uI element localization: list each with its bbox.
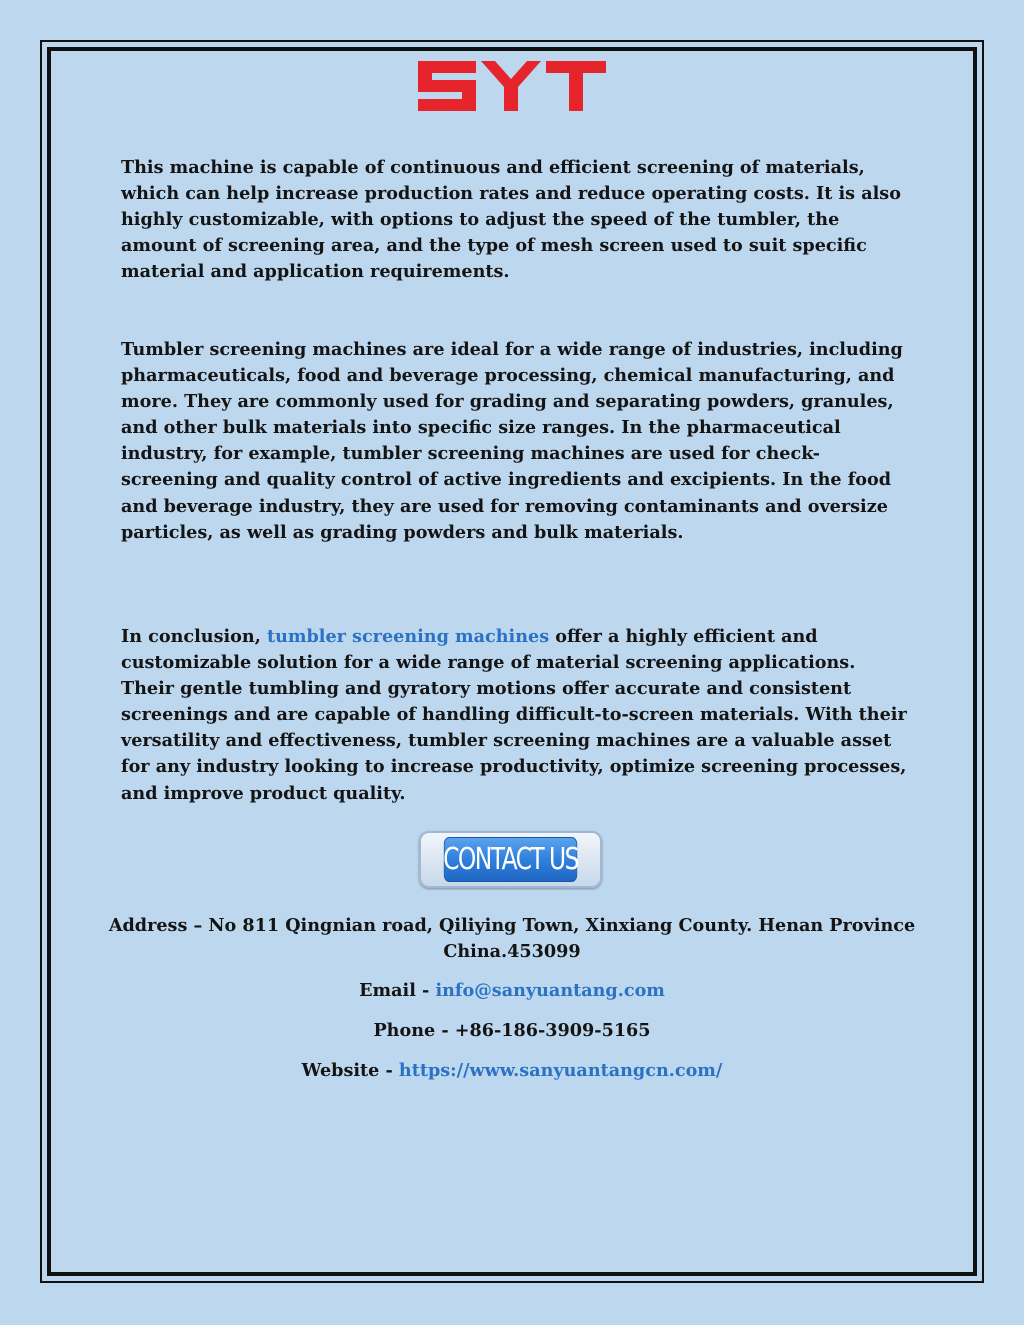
paragraph-conclusion <box>121 624 911 807</box>
website-line <box>100 1058 924 1084</box>
email-label: Email - <box>359 980 436 1001</box>
website-link[interactable]: https://www.sanyuantangcn.com/ <box>398 1060 723 1081</box>
contact-us-label: CONTACT US <box>444 837 577 882</box>
conclusion-lead-text: In conclusion, <box>121 626 267 647</box>
conclusion-body-text: offer a highly efficient and customizable solution for a wide range of material screening applications. Their gentle tumbling and gyratory motions offer accurate and consistent screenings and are capable of handling difficult-to-screen materials. With their versatility and effectiveness, tumbler screening machines are a valuable asset for any industry looking to increase productivity, optimize screening processes, and improve product quality. <box>121 626 907 804</box>
contact-us-button[interactable] <box>419 831 602 888</box>
syt-logo <box>418 61 606 111</box>
tumbler-screening-machines-link[interactable]: tumbler screening machines <box>266 626 550 647</box>
email-line <box>100 978 924 1004</box>
phone-line <box>100 1018 924 1044</box>
phone-label: Phone - <box>373 1020 455 1041</box>
website-label: Website - <box>301 1060 399 1081</box>
address-text: Address – No 811 Qingnian road, Qiliying Town, Xinxiang County. Henan Province China.453099 <box>108 915 916 962</box>
paragraph-capabilities: This machine is capable of continuous and efficient screening of materials, which can help increase production rates and reduce operating costs. It is also highly customizable, with options to adjust the speed of the tumbler, the amount of screening area, and the type of mesh screen used to suit specific material and application requirements. <box>121 157 901 283</box>
paragraph-industries: Tumbler screening machines are ideal for a wide range of industries, including pharmaceuticals, food and beverage processing, chemical manufacturing, and more. They are commonly used for grading and separating powders, granules, and other bulk materials into specific size ranges. In the pharmaceutical industry, for example, tumbler screening machines are used for check-screening and quality control of active ingredients and excipients. In the food and beverage industry, they are used for removing contaminants and oversize particles, as well as grading powders and bulk materials. <box>121 339 903 543</box>
email-link[interactable]: info@sanyuantang.com <box>435 980 665 1001</box>
phone-number: +86-186-3909-5165 <box>454 1020 651 1041</box>
